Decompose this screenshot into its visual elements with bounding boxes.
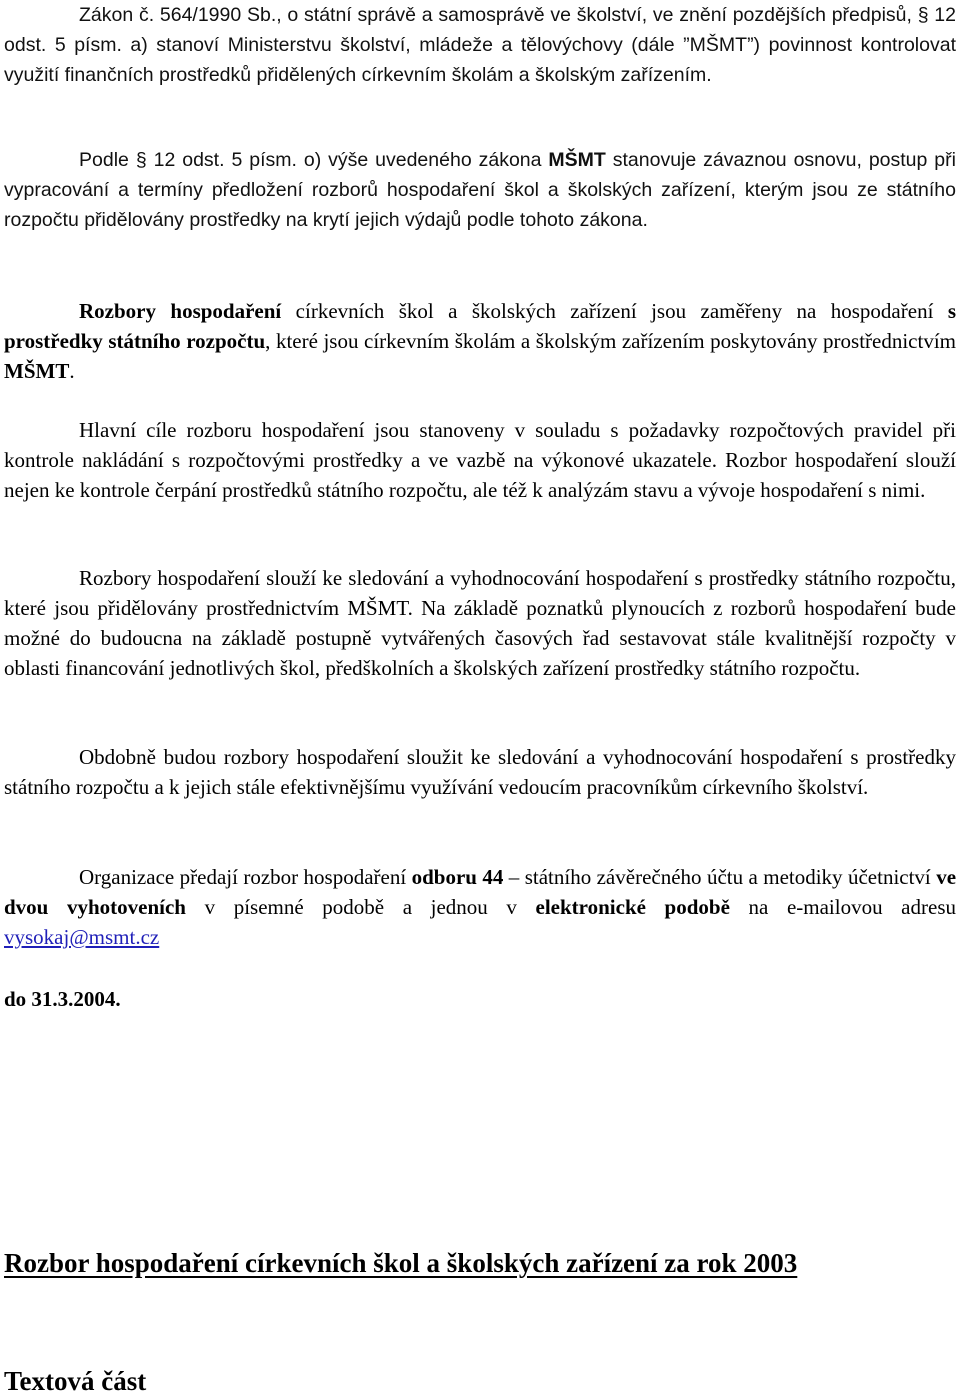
paragraph-submission (4, 862, 956, 952)
paragraph-text: 12 odst. 5 písm. o) výše uvedeného zákona (146, 149, 549, 171)
paragraph-text: , které jsou církevním školám a školským zařízením poskytovány prostřednictvím (265, 329, 956, 353)
paragraph-text: Podle (79, 149, 136, 171)
bold-text: Rozbory hospodaření (79, 299, 282, 323)
section-sign: § (135, 149, 147, 171)
section-sign: § (917, 4, 929, 26)
bold-text: odboru 44 (411, 865, 504, 889)
section-title: Textová část (4, 1366, 147, 1396)
paragraph-similarly: Obdobně budou rozbory hospodaření sloužit ke sledování a vyhodnocování hospodaření s prostředky státního rozpočtu a k jejich stále efektivnějšímu využívání vedoucím pracovníkům církevního školství. (4, 745, 956, 799)
bold-text: MŠMT (548, 149, 606, 171)
email-link[interactable]: vysokaj@msmt.cz (4, 925, 160, 949)
paragraph-text: církevních škol a školských zařízení jsou zaměřeny na hospodaření (281, 299, 948, 323)
paragraph-text: na e-mailovou adresu (729, 895, 956, 919)
bold-text: ve dvou vyhotoveních (4, 865, 957, 919)
paragraph-goals: Hlavní cíle rozboru hospodaření jsou stanoveny v souladu s požadavky rozpočtových pravidel při kontrole nakládání s rozpočtovými prostředky a ve vazbě na výkonové ukazatele. Rozbor hospodaření slouží nejen ke kontrole čerpání prostředků státního rozpočtu, ale též k analýzám stavu a vývoje hospodaření s nimi. (4, 418, 956, 502)
paragraph-focus (4, 296, 956, 386)
bold-text: elektronické podobě (535, 895, 730, 919)
paragraph-text: Organizace předají rozbor hospodaření (79, 865, 412, 889)
paragraph-purpose: Rozbory hospodaření slouží ke sledování a vyhodnocování hospodaření s prostředky státního rozpočtu, které jsou přidělovány prostřednictvím MŠMT. Na základě poznatků plynoucích z rozborů hospodaření bude možné do budoucna na základě postupně vytvářených časových řad sestavovat stále kvalitnější rozpočty v oblasti financování jednotlivých škol, předškolních a školských zařízení prostředky státního rozpočtu. (4, 566, 956, 680)
deadline-date: do 31.3.2004. (4, 987, 121, 1011)
paragraph-text: stanovuje závaznou osnovu, postup při vypracování a termíny předložení rozborů hospodaření škol a školských zařízení, kterým jsou ze státního rozpočtu přidělovány prostředky na krytí jejich výdajů podle tohoto zákona. (4, 149, 956, 231)
bold-text: MŠMT (4, 359, 70, 383)
paragraph-text: . (69, 359, 75, 383)
paragraph-text: Zákon č. 564/1990 Sb., o státní správě a samosprávě ve školství, ve znění pozdějších předpisů, (79, 4, 918, 26)
document-title: Rozbor hospodaření církevních škol a školských zařízení za rok 2003 (4, 1248, 798, 1278)
paragraph-text: – státního závěrečného účtu a metodiky účetnictví (503, 865, 937, 889)
paragraph-mandate (4, 145, 956, 235)
bold-text: s prostředky státního rozpočtu (4, 299, 956, 353)
paragraph-text: 12 odst. 5 písm. a) stanoví Ministerstvu školství, mládeže a tělovýchovy (dále ”MŠMT”) povinnost kontrolovat využití finančních prostředků přidělených církevním školám a školským zařízením. (4, 4, 956, 86)
paragraph-text: v písemné podobě a jednou v (185, 895, 536, 919)
paragraph-legal-basis (4, 0, 956, 90)
